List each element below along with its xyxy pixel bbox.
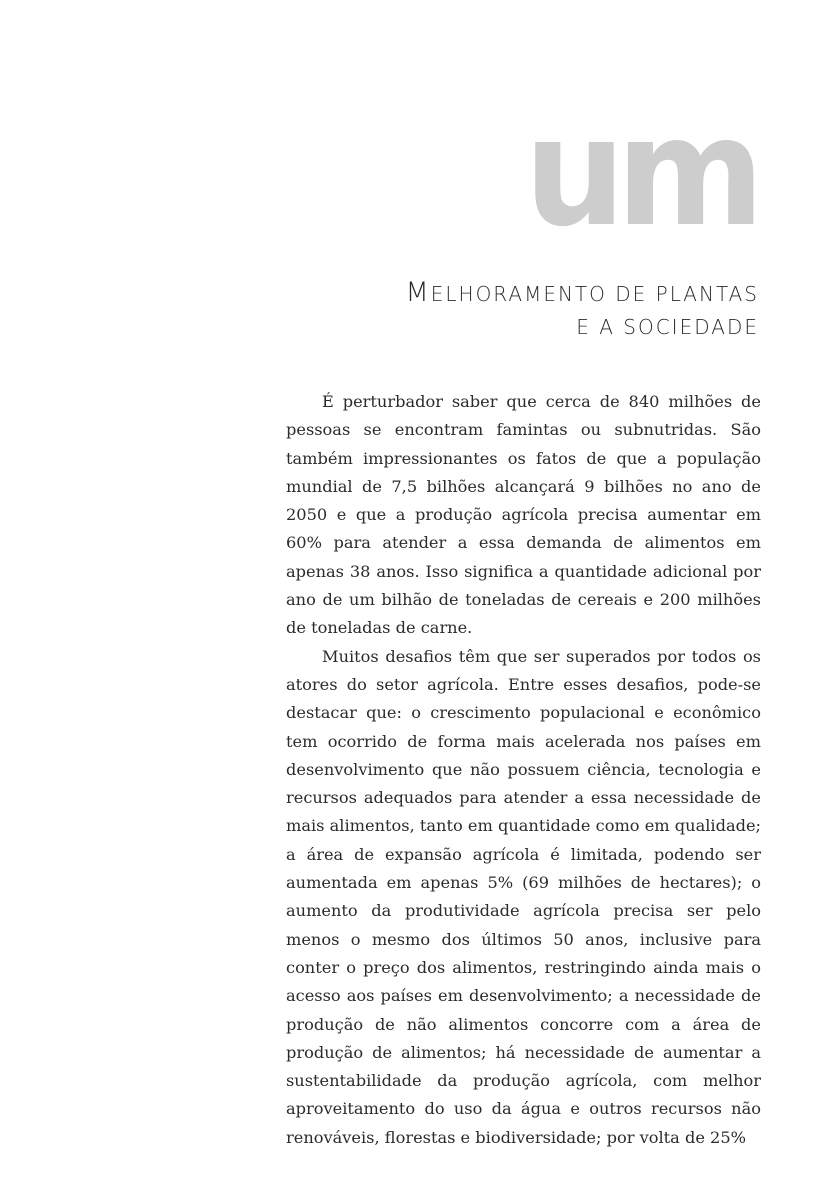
- paragraph: Muitos desafios têm que ser superados por todos os atores do setor agrícola. Entre esses desafios, pode-se destacar que: o crescimento populacional e econômico tem ocorrido de forma mais acelerada nos países em desenvolvimento que não possuem ciência, tecnologia e recursos adequados para atender a essa necessidade de mais alimentos, tanto em quantidade como em qualidade; a área de expansão agrícola é limitada, podendo ser aumentada em apenas 5% (69 milhões de hectares); o aumento da produtividade agrícola precisa ser pelo menos o mesmo dos últimos 50 anos, inclusive para conter o preço dos alimentos, restringindo ainda mais o acesso aos países em desenvolvimento; a necessidade de produção de não alimentos concorre com a área de produção de alimentos; há necessidade de aumentar a sustentabilidade da produção agrícola, com melhor aproveitamento do uso da água e outros recursos não renováveis, florestas e biodiversidade; por volta de 25%: [286, 646, 761, 1147]
- chapter-title-line-1-rest: ELHORAMENTO DE PLANTAS: [430, 282, 759, 306]
- body-text: [286, 388, 761, 1152]
- chapter-title: [405, 276, 759, 344]
- chapter-number: um: [524, 86, 755, 260]
- paragraph: É perturbador saber que cerca de 840 milhões de pessoas se encontram famintas ou subnutridas. São também impressionantes os fatos de que a população mundial de 7,5 bilhões alcançará 9 bilhões no ano de 2050 e que a produção agrícola precisa aumentar em 60% para atender a essa demanda de alimentos em apenas 38 anos. Isso significa a quantidade adicional por ano de um bilhão de toneladas de cereais e 200 milhões de toneladas de carne.: [286, 392, 761, 638]
- chapter-title-initial: M: [405, 277, 431, 308]
- chapter-title-line-2: E A SOCIEDADE: [576, 315, 759, 339]
- chapter-title-line-1: [405, 276, 759, 311]
